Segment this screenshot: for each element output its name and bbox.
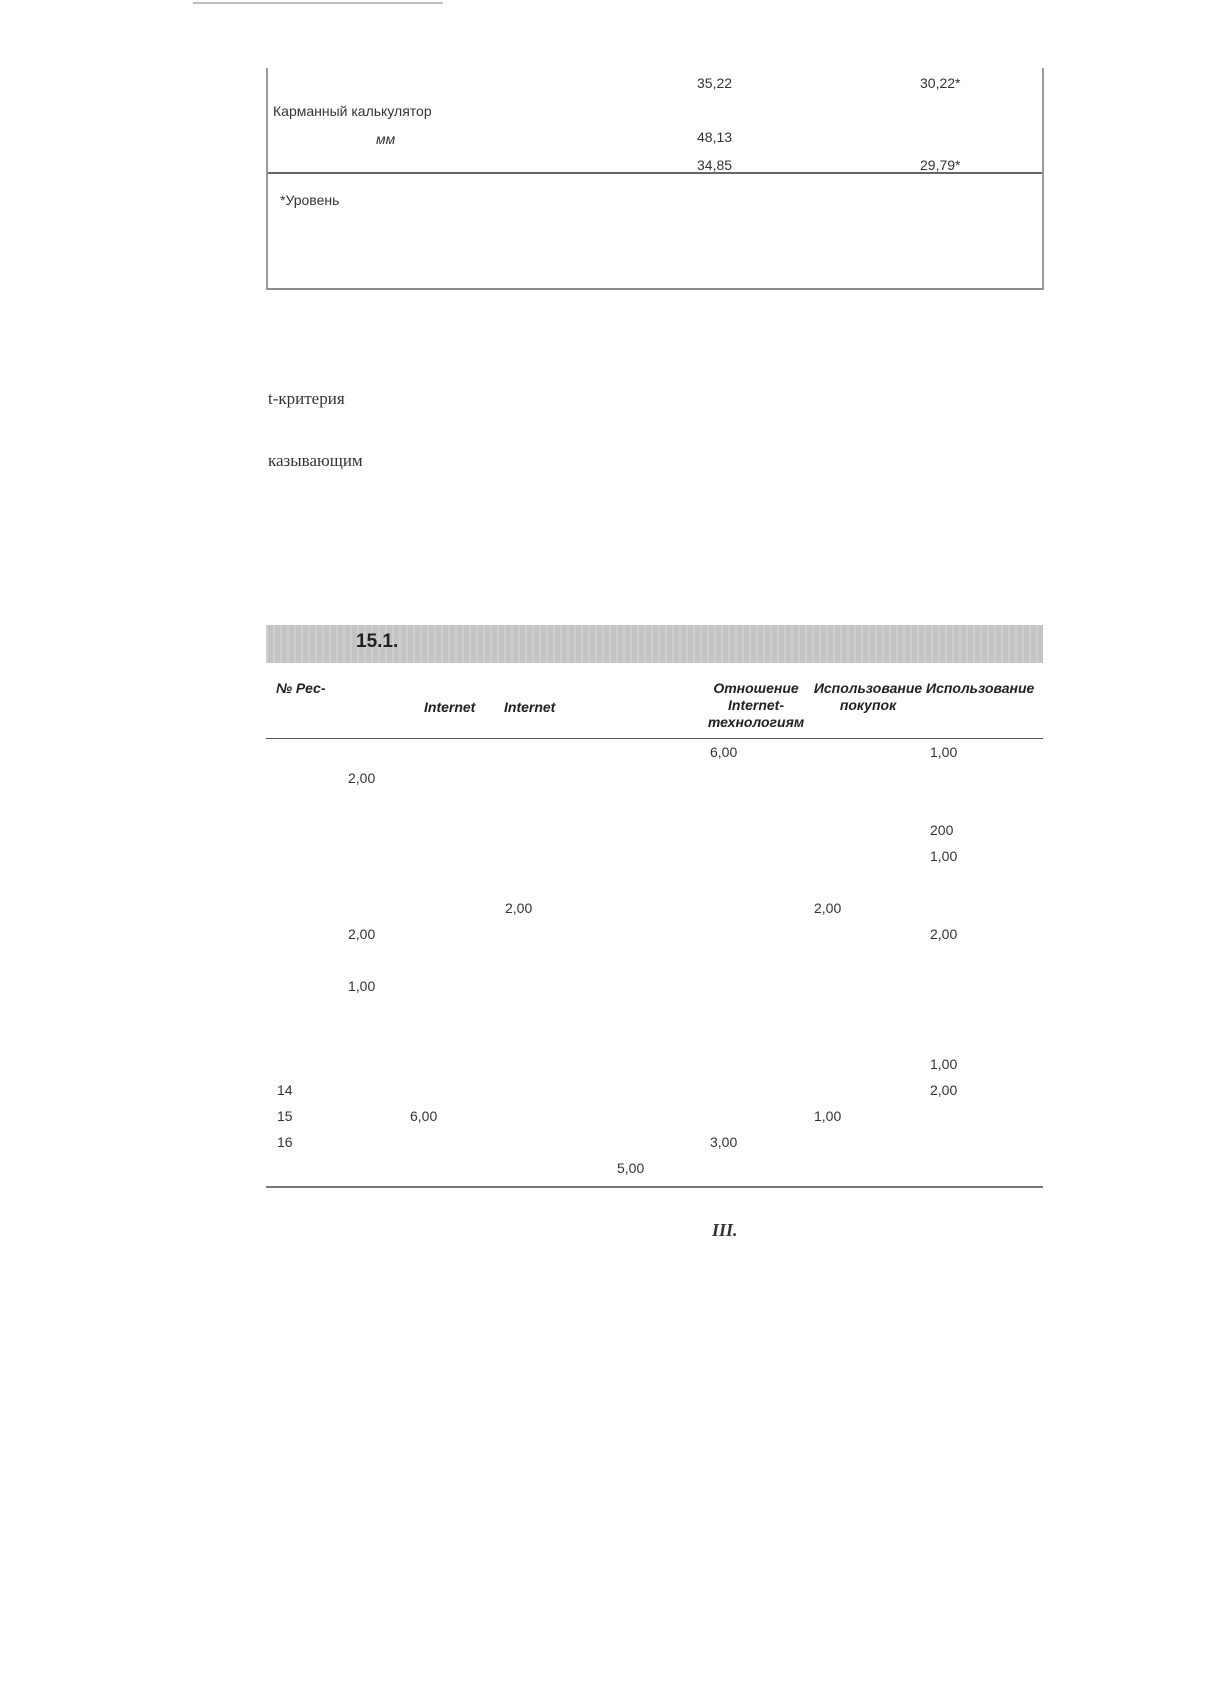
table-title-banner	[266, 625, 1043, 663]
table-cell: 200	[930, 822, 954, 838]
row-number: 16	[277, 1134, 293, 1150]
section-marker: III.	[712, 1220, 738, 1240]
header-internet-1: Internet	[424, 699, 476, 715]
table-cell: 1,00	[814, 1108, 842, 1124]
table-cell: 2,00	[348, 770, 376, 786]
header-use-purchases	[812, 680, 924, 714]
table-title: 15.1.	[356, 631, 399, 652]
table-cell: 1,00	[930, 744, 958, 760]
table-cell: 1,00	[930, 848, 958, 864]
table-cell: 2,00	[505, 900, 533, 916]
results-table-box	[266, 68, 1044, 290]
header-attitude-line: Отношение	[713, 680, 799, 696]
table-cell: 6,00	[710, 744, 738, 760]
table-cell: 34,85	[697, 157, 733, 173]
table-cell: 30,22*	[920, 75, 961, 91]
row-label-calculator: Карманный калькулятор	[273, 103, 432, 119]
table-cell: 1,00	[348, 978, 376, 994]
table-cell: 2,00	[348, 926, 376, 942]
header-use-purchases-line: Использование	[813, 680, 923, 696]
table-cell: 5,00	[617, 1160, 645, 1176]
row-label-mm: мм	[376, 131, 396, 147]
table-cell: 2,00	[930, 926, 958, 942]
table-cell: 35,22	[697, 75, 733, 91]
body-text-line: t-критерия	[268, 389, 345, 408]
table-cell: 2,00	[814, 900, 842, 916]
table-header-rule	[266, 738, 1043, 739]
table-cell: 2,00	[930, 1082, 958, 1098]
header-attitude-line: Internet-	[728, 697, 784, 713]
header-attitude	[706, 680, 806, 731]
table-cell: 48,13	[697, 129, 733, 145]
table-cell: 1,00	[930, 1056, 958, 1072]
row-number: 14	[277, 1082, 293, 1098]
header-use-purchases-line: покупок	[839, 697, 897, 713]
header-internet-2: Internet	[504, 699, 556, 715]
table-cell: 6,00	[410, 1108, 438, 1124]
body-text-line: казывающим	[268, 451, 363, 470]
top-rule	[193, 2, 443, 4]
header-respondent: № Рес-	[276, 680, 326, 696]
footnote: *Уровень	[280, 192, 340, 208]
table-cell: 29,79*	[920, 157, 961, 173]
table-bottom-rule	[266, 1186, 1043, 1188]
header-attitude-line: технологиям	[707, 714, 805, 730]
row-number: 15	[277, 1108, 293, 1124]
table-cell: 3,00	[710, 1134, 738, 1150]
header-use-last: Использование	[926, 680, 1035, 696]
